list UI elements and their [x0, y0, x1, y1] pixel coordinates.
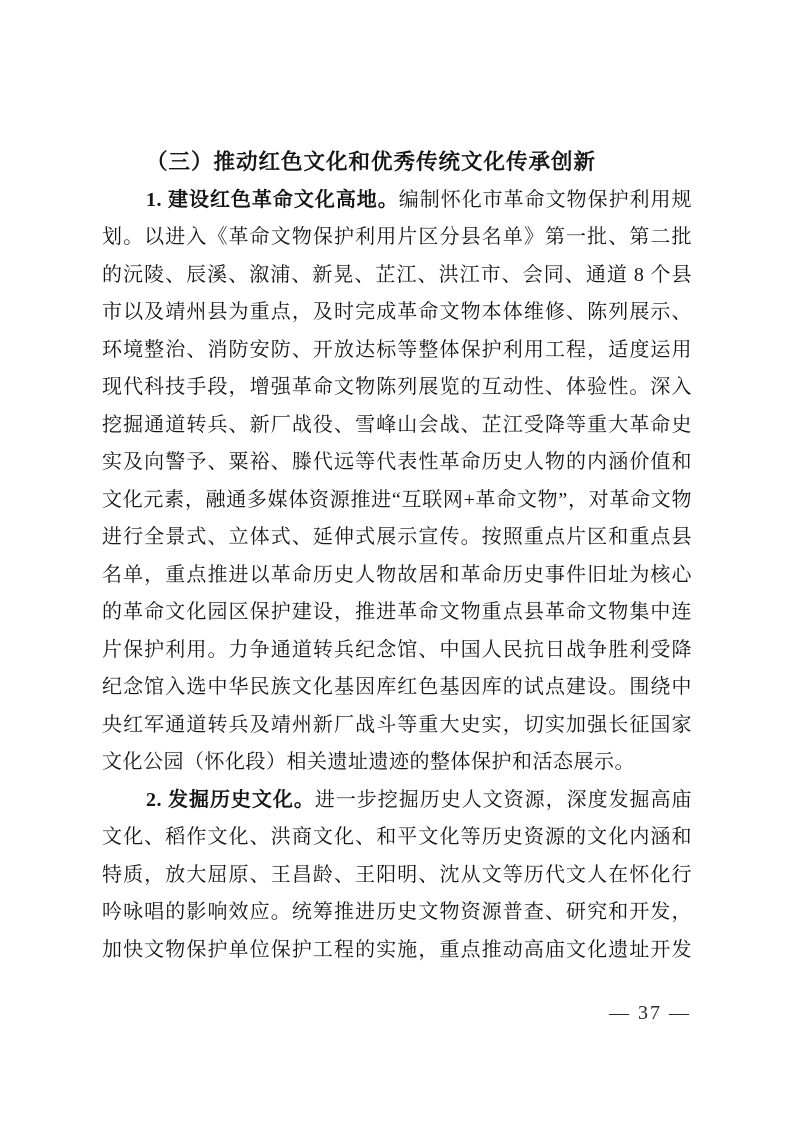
- text-line: [102, 482, 692, 520]
- text-line: [102, 557, 692, 595]
- text-line: [102, 444, 692, 482]
- text-line: [102, 932, 692, 970]
- text-segment: 央红军通道转兵及靖州新厂战斗等重大史实，切实加强长征国家: [102, 713, 692, 736]
- text-line: [102, 219, 692, 257]
- text-line: [102, 894, 692, 932]
- text-line: [102, 332, 692, 370]
- text-segment: 现代科技手段，增强革命文物陈列展览的互动性、体验性。深入: [102, 376, 692, 398]
- text-segment: 进一步挖掘历史人文资源，深度发掘高庙: [314, 788, 693, 811]
- bold-text-segment: 1. 建设红色革命文化高地。: [146, 188, 399, 211]
- text-segment: 片保护利用。力争通道转兵纪念馆、中国人民抗日战争胜利受降: [102, 638, 692, 661]
- text-segment: 名单，重点推进以革命历史人物故居和革命历史事件旧址为核心: [102, 563, 692, 586]
- text-line: [102, 632, 692, 670]
- text-segment: 加快文物保护单位保护工程的实施，重点推动高庙文化遗址开发: [102, 938, 692, 961]
- text-line: [102, 819, 692, 857]
- document-text-block: [102, 144, 692, 969]
- text-line: [102, 407, 692, 445]
- section-heading: [102, 144, 692, 182]
- text-segment: 市以及靖州县为重点，及时完成革命文物本体维修、陈列展示、: [102, 301, 692, 323]
- bold-text-segment: 2. 发掘历史文化。: [146, 788, 315, 811]
- text-segment: 实及向警予、粟裕、滕代远等代表性革命历史人物的内涵价值和: [102, 451, 692, 473]
- text-line: [102, 257, 692, 295]
- text-segment: 的沅陵、辰溪、溆浦、新晃、芷江、洪江市、会同、通道 8 个县: [102, 263, 692, 286]
- text-line: [102, 594, 692, 632]
- text-segment: 纪念馆入选中华民族文化基因库红色基因库的试点建设。围绕中: [102, 676, 692, 698]
- text-segment: 进行全景式、立体式、延伸式展示宣传。按照重点片区和重点县: [102, 526, 692, 548]
- text-segment: 环境整治、消防安防、开放达标等整体保护利用工程，适度运用: [102, 338, 692, 361]
- text-segment: 的革命文化园区保护建设，推进革命文物重点县革命文物集中连: [102, 601, 692, 623]
- text-line: [102, 857, 692, 895]
- text-line: [102, 744, 692, 782]
- page-number: — 37 —: [609, 1002, 691, 1024]
- text-segment: 特质，放大屈原、王昌龄、王阳明、沈从文等历代文人在怀化行: [102, 863, 692, 886]
- text-line: [102, 782, 692, 820]
- text-line: [102, 369, 692, 407]
- text-segment: 文化、稻作文化、洪商文化、和平文化等历史资源的文化内涵和: [102, 826, 692, 848]
- text-segment: 吟咏唱的影响效应。统筹推进历史文物资源普查、研究和开发，: [102, 901, 692, 923]
- text-line: [102, 707, 692, 745]
- text-segment: 挖掘通道转兵、新厂战役、雪峰山会战、芷江受降等重大革命史: [102, 413, 692, 436]
- text-line: [102, 519, 692, 557]
- bold-text-segment: （三）推动红色文化和优秀传统文化传承创新: [146, 150, 597, 174]
- text-segment: 划。以进入《革命文物保护利用片区分县名单》第一批、第二批: [102, 226, 692, 248]
- text-line: [102, 182, 692, 220]
- text-line: [102, 669, 692, 707]
- text-line: [102, 294, 692, 332]
- text-segment: 文化公园（怀化段）相关遗址遗迹的整体保护和活态展示。: [102, 751, 635, 773]
- text-segment: 文化元素，融通多媒体资源推进“互联网+革命文物”，对革命文物: [102, 488, 692, 511]
- text-segment: 编制怀化市革命文物保护利用规: [398, 188, 693, 211]
